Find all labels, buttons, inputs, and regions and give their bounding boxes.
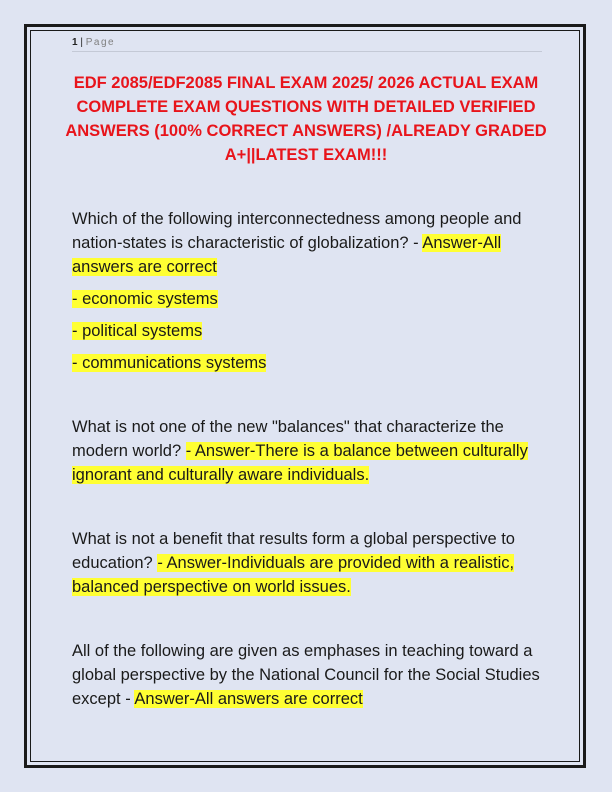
question-text: Which of the following interconnectedness among people and nation-states is characteristic of globalization? -: [72, 210, 522, 252]
question-block-1: [72, 207, 552, 279]
option-item: [72, 319, 552, 343]
page-separator: |: [77, 37, 86, 48]
option-text: - political systems: [72, 322, 203, 340]
document-body: [72, 207, 552, 711]
option-item: [72, 351, 552, 375]
question-text: All of the following are given as emphases in teaching toward a global perspective by the National Council for the Social Studies except -: [72, 642, 540, 708]
answer-text: Answer-All answers are correct: [72, 234, 502, 276]
document-title: EDF 2085/EDF2085 FINAL EXAM 2025/ 2026 ACTUAL EXAM COMPLETE EXAM QUESTIONS WITH DETAILED VERIFIED ANSWERS (100% CORRECT ANSWERS) /ALREADY GRADED A+||LATEST EXAM!!!: [65, 74, 547, 164]
question-block-4: [72, 639, 552, 711]
option-item: [72, 287, 552, 311]
page-label: Page: [85, 37, 116, 48]
option-text: - communications systems: [72, 354, 267, 372]
answer-text: - Answer-Individuals are provided with a realistic, balanced perspective on world issues.: [72, 554, 515, 596]
question-block-3: [72, 527, 552, 599]
page-number: 1: [72, 37, 78, 48]
answer-text: Answer-All answers are correct: [134, 690, 363, 708]
question-text: What is not one of the new "balances" that characterize the modern world?: [72, 418, 504, 460]
answer-text: - Answer-There is a balance between culturally ignorant and culturally aware individuals.: [72, 442, 528, 484]
option-text: - economic systems: [72, 290, 218, 308]
page-header: [72, 36, 542, 52]
question-text: What is not a benefit that results form a global perspective to education?: [72, 530, 515, 572]
question-block-2: [72, 415, 552, 487]
